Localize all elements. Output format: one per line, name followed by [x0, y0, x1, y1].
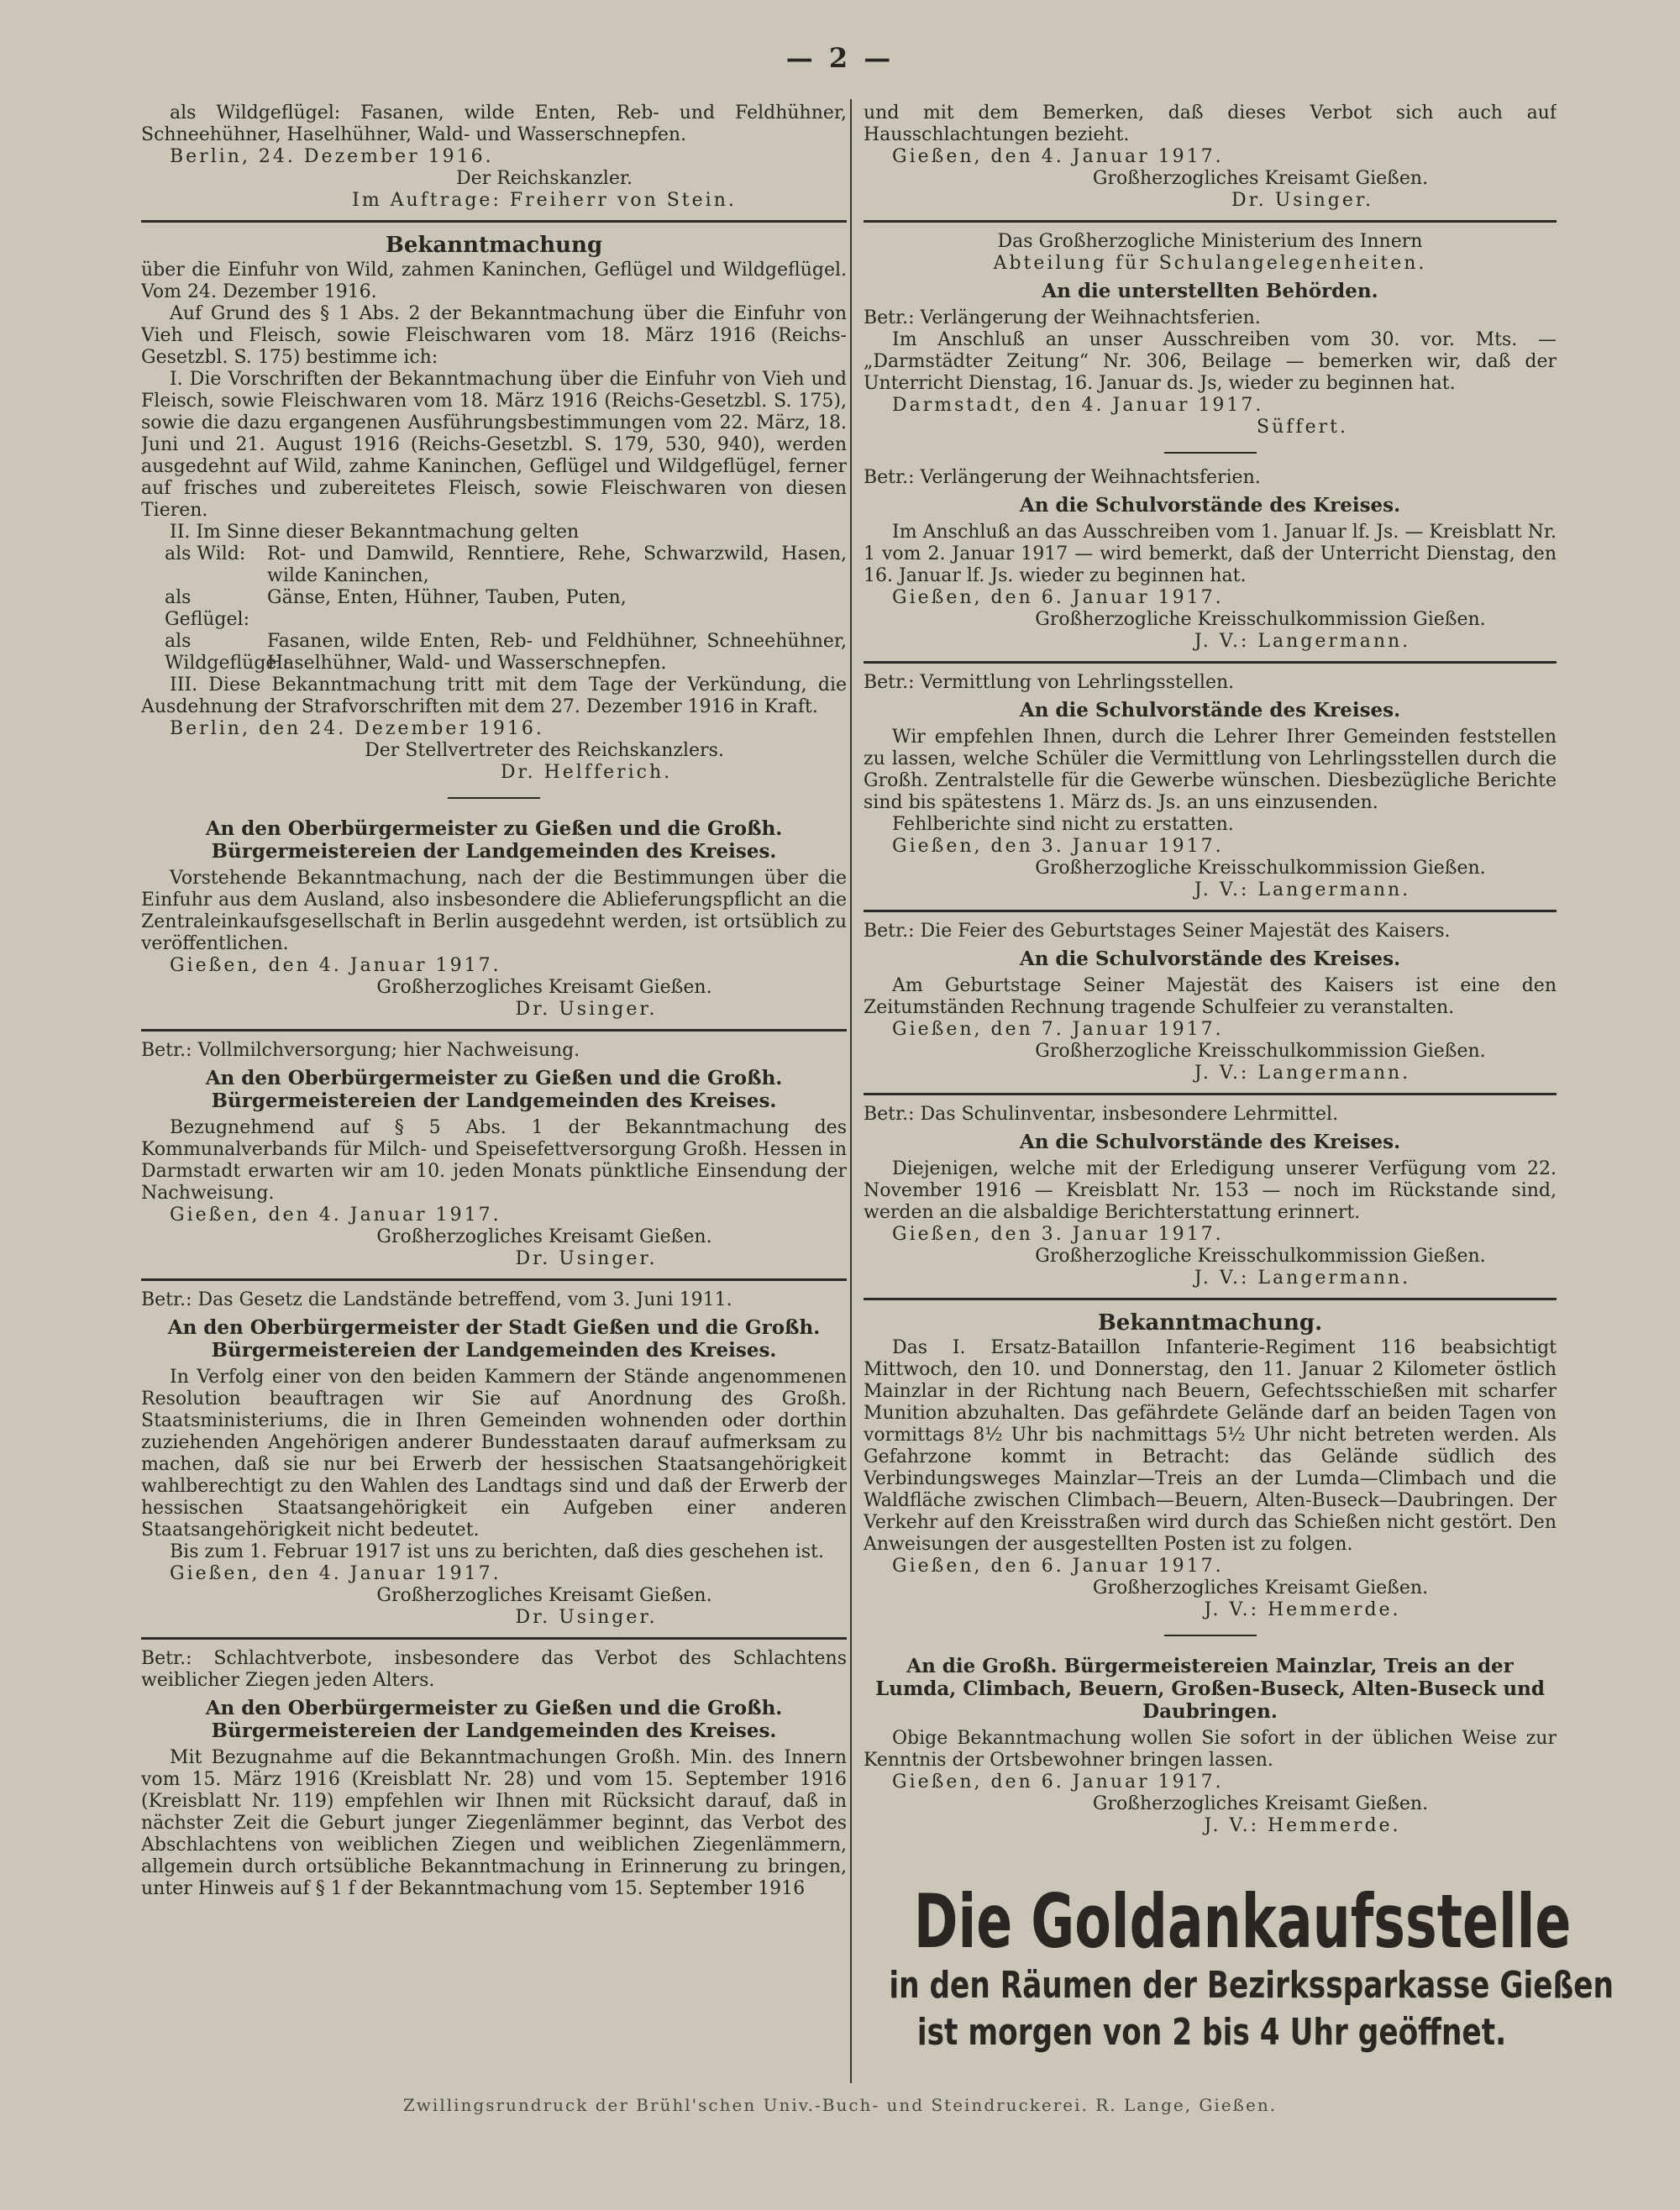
section-text: Im Anschluß an das Ausschreiben vom 1. Januar lf. Js. — Kreisblatt Nr. 1 vom 2. Januar 1917 — wird bemerkt, daß der Unterricht Dienstag, den 16. Januar lf. Js. wieder zu beginnen hat. — [864, 522, 1557, 586]
signature-office: Großherzogliches Kreisamt Gießen. — [376, 977, 712, 998]
section-divider — [141, 1637, 847, 1640]
left-column — [141, 99, 847, 2083]
section-address: An die Schulvorstände des Kreises. — [1019, 1131, 1401, 1153]
section-vollmilch — [141, 1037, 847, 1273]
section-schulinventar — [864, 1100, 1557, 1293]
section-divider — [864, 220, 1557, 223]
definition-row — [141, 543, 847, 587]
signature-office: Großherzogliches Kreisamt Gießen. — [376, 1585, 712, 1606]
section-address: An den Oberbürgermeister der Stadt Gießen und die Großh. Bürgermeistereien der Landgemeinden des Kreises. — [167, 1316, 821, 1362]
signature-office: Großherzogliches Kreisamt Gießen. — [376, 1226, 712, 1247]
printer-imprint: Zwillingsrundruck der Brühl'schen Univ.-Buch- und Steindruckerei. R. Lange, Gießen. — [402, 2095, 1278, 2115]
section-schlachtverbote-end — [864, 99, 1557, 215]
signature-name: J. V.: Langermann. — [1194, 879, 1411, 900]
section-text-2: Fehlberichte sind nicht zu erstatten. — [892, 814, 1234, 835]
section-text: Mit Bezugnahme auf die Bekanntmachungen Großh. Min. des Innern vom 15. März 1916 (Kreisblatt Nr. 28) und vom 15. September 1916 (Kreisblatt Nr. 119) empfehlen wir Ihnen mit Rücksicht darauf, daß in nächster Zeit die Geburt junger Ziegenlämmer beginnt, das Verbot des Abschlachtens von weiblichen Ziegen und weiblichen Ziegenlämmern, allgemein durch ortsübliche Bekanntmachung in Erinnerung zu bringen, unter Hinweis auf § 1 f der Bekanntmachung vom 15. September 1916 — [141, 1747, 847, 1899]
section-address: An die Großh. Bürgermeistereien Mainzlar, Treis an der Lumda, Climbach, Beuern, Großen-Buseck, Alten-Buseck und Daubringen. — [875, 1655, 1545, 1723]
section-kaisergeburtstag — [864, 917, 1557, 1088]
section-divider — [864, 1298, 1557, 1300]
section-text: und mit dem Bemerken, daß dieses Verbot sich auch auf Hausschlachtungen bezieht. — [864, 102, 1557, 145]
short-divider — [448, 797, 540, 799]
section-address: An die Schulvorstände des Kreises. — [1019, 948, 1401, 970]
definition-term: als Geflügel: — [165, 587, 249, 630]
section-date: Berlin, 24. Dezember 1916. — [170, 146, 494, 167]
section-ministerium — [864, 228, 1557, 442]
section-date: Gießen, den 6. Januar 1917. — [892, 587, 1224, 608]
definition-term: als Wildgeflügel: — [165, 631, 289, 674]
section-subject: Betr.: Vermittlung von Lehrlingsstellen. — [864, 672, 1235, 693]
paragraph-2: II. Im Sinne dieser Bekanntmachung gelten — [170, 522, 580, 543]
section-date: Gießen, den 6. Januar 1917. — [892, 1772, 1224, 1793]
section-text: Wir empfehlen Ihnen, durch die Lehrer Ihrer Gemeinden feststellen zu lassen, welche Schüler die Vermittlung von Lehrlingsstellen durch die Großh. Zentralstelle für die Gewerbe wünschen. Diesbezügliche Berichte sind bis spätestens 1. März ds. Js. an uns einzusenden. — [864, 727, 1557, 813]
section-subject: Betr.: Verlängerung der Weihnachtsferien. — [864, 307, 1261, 328]
section-subject: Betr.: Schlachtverbote, insbesondere das Verbot des Schlachtens weiblicher Ziegen jeden Alters. — [141, 1648, 847, 1691]
section-divider — [141, 1029, 847, 1032]
signature-office: Großherzogliche Kreisschulkommission Gießen. — [1035, 1246, 1486, 1267]
section-head-2: Abteilung für Schulangelegenheiten. — [993, 253, 1427, 274]
signature-name: J. V.: Langermann. — [1194, 1268, 1411, 1289]
advert-headline: Die Goldankaufsstelle — [913, 1878, 1572, 1965]
section-divider — [864, 661, 1557, 664]
section-divider — [141, 220, 847, 223]
section-schiessuebung — [864, 1305, 1557, 1625]
section-text-2: Bis zum 1. Februar 1917 ist uns zu berichten, daß dies geschehen ist. — [170, 1541, 824, 1562]
section-date: Gießen, den 4. Januar 1917. — [170, 1563, 501, 1584]
section-address: An die unterstellten Behörden. — [1042, 280, 1378, 302]
signature-office: Der Reichskanzler. — [456, 168, 633, 189]
section-title: Bekanntmachung. — [1097, 1310, 1323, 1336]
advert-line-2: in den Räumen der Bezirkssparkasse Gießen — [889, 1964, 1614, 2007]
right-column — [864, 99, 1557, 1880]
section-einfuhr-bekanntmachung — [141, 228, 847, 787]
section-date: Gießen, den 4. Januar 1917. — [892, 146, 1224, 167]
signature-name: J. V.: Hemmerde. — [1204, 1599, 1401, 1620]
signature-name: Dr. Usinger. — [515, 999, 658, 1020]
section-text: Diejenigen, welche mit der Erledigung unserer Verfügung vom 22. November 1916 — Kreisblatt Nr. 153 — noch im Rückstande sind, werden an die alsbaldige Berichterstattung erinnert. — [864, 1158, 1557, 1223]
signature-name: J. V.: Hemmerde. — [1204, 1815, 1401, 1836]
signature-office: Großherzogliches Kreisamt Gießen. — [1092, 1793, 1429, 1814]
section-address: An den Oberbürgermeister zu Gießen und die Großh. Bürgermeistereien der Landgemeinden des Kreises. — [205, 1697, 783, 1742]
section-text: Im Anschluß an unser Ausschreiben vom 30. vor. Mts. — „Darmstädter Zeitung“ Nr. 306, Beilage — bemerken wir, daß der Unterricht Dienstag, 16. Januar ds. Js, wieder zu beginnen hat. — [864, 329, 1557, 394]
section-subject: Betr.: Das Schulinventar, insbesondere Lehrmittel. — [864, 1104, 1339, 1125]
section-subject: Betr.: Das Gesetz die Landstände betreffend, vom 3. Juni 1911. — [141, 1289, 732, 1310]
short-divider — [1164, 452, 1257, 454]
definition-row — [141, 631, 847, 675]
signature-name: Im Auftrage: Freiherr von Stein. — [352, 190, 737, 211]
definition-term: als Wild: — [165, 543, 246, 564]
column-divider — [850, 99, 852, 2083]
section-head: Das Großherzogliche Ministerium des Innern — [997, 231, 1423, 252]
section-weihnachtsferien — [864, 464, 1557, 656]
definition-value: Gänse, Enten, Hühner, Tauben, Puten, — [267, 587, 627, 608]
section-address: An die Schulvorstände des Kreises. — [1019, 494, 1401, 517]
definition-value: Fasanen, wilde Enten, Reb- und Feldhühner, Schneehühner, Haselhühner, Wald- und Wasserschnepfen. — [267, 631, 847, 674]
section-address: An den Oberbürgermeister zu Gießen und die Großh. Bürgermeistereien der Landgemeinden des Kreises. — [205, 817, 783, 863]
signature-name: Süffert. — [1257, 417, 1348, 438]
section-date: Gießen, den 3. Januar 1917. — [892, 836, 1224, 857]
signature-office: Großherzogliche Kreisschulkommission Gießen. — [1035, 609, 1486, 630]
page-number: — 2 — — [785, 42, 895, 74]
section-schlachtverbote — [141, 1645, 847, 1903]
paragraph-1: I. Die Vorschriften der Bekanntmachung über die Einfuhr von Vieh und Fleisch, sowie Fleischwaren vom 18. März 1916 (Reichs-Gesetzbl. S. 175), sowie die dazu ergangenen Ausführungsbestimmungen vom 22. März, 18. Juni und 21. August 1916 (Reichs-Gesetzbl. S. 179, 530, 940), werden ausgedehnt auf Wild, zahme Kaninchen, Geflügel und Wildgeflügel, ferner auf frisches und zubereitetes Fleisch, sowie Fleischwaren von diesen Tieren. — [141, 369, 847, 521]
section-date: Gießen, den 3. Januar 1917. — [892, 1224, 1224, 1245]
section-subject: Betr.: Die Feier des Geburtstages Seiner Majestät des Kaisers. — [864, 921, 1451, 942]
section-date: Gießen, den 4. Januar 1917. — [170, 955, 501, 976]
section-landstaende — [141, 1286, 847, 1632]
section-date: Gießen, den 6. Januar 1917. — [892, 1556, 1224, 1577]
section-divider — [864, 1093, 1557, 1095]
section-buergermeistereien — [864, 1646, 1557, 1840]
section-title: Bekanntmachung — [385, 233, 603, 258]
definition-value: Rot- und Damwild, Renntiere, Rehe, Schwarzwild, Hasen, wilde Kaninchen, — [267, 543, 847, 586]
section-veroeffentlichung — [141, 809, 847, 1024]
section-text: Bezugnehmend auf § 5 Abs. 1 der Bekanntmachung des Kommunalverbands für Milch- und Speisefettversorgung Großh. Hessen in Darmstadt erwarten wir am 10. jeden Monats pünktliche Einsendung der Nachweisung. — [141, 1117, 847, 1204]
section-subtitle: über die Einfuhr von Wild, zahmen Kaninchen, Geflügel und Wildgeflügel. Vom 24. Dezember 1916. — [141, 260, 847, 302]
section-subject: Betr.: Verlängerung der Weihnachtsferien. — [864, 467, 1261, 488]
section-date: Gießen, den 7. Januar 1917. — [892, 1019, 1224, 1040]
section-subject: Betr.: Vollmilchversorgung; hier Nachweisung. — [141, 1040, 580, 1061]
signature-name: Dr. Usinger. — [515, 1607, 658, 1628]
section-date: Darmstadt, den 4. Januar 1917. — [892, 395, 1264, 416]
section-intro: Auf Grund des § 1 Abs. 2 der Bekanntmachung über die Einfuhr von Vieh und Fleisch, sowie Fleischwaren vom 18. März 1916 (Reichs-Gesetzbl. S. 175) bestimme ich: — [141, 303, 847, 368]
goldankauf-advertisement — [865, 1878, 1614, 2056]
section-address: An die Schulvorstände des Kreises. — [1019, 699, 1401, 722]
signature-office: Der Stellvertreter des Reichskanzlers. — [365, 740, 724, 761]
signature-name: J. V.: Langermann. — [1194, 1063, 1411, 1084]
signature-office: Großherzogliche Kreisschulkommission Gießen. — [1035, 1041, 1486, 1062]
section-divider — [864, 910, 1557, 912]
section-text: Vorstehende Bekanntmachung, nach der die Bestimmungen über die Einfuhr aus dem Ausland, also insbesondere die Ablieferungspflicht an die Zentraleinkaufsgesellschaft in Berlin ausgedehnt werden, ist ortsüblich zu veröffentlichen. — [141, 868, 847, 954]
section-text: Am Geburtstage Seiner Majestät des Kaisers ist eine den Zeitumständen Rechnung tragende Schulfeier zu veranstalten. — [864, 975, 1557, 1018]
signature-office: Großherzogliche Kreisschulkommission Gießen. — [1035, 858, 1486, 879]
signature-office: Großherzogliches Kreisamt Gießen. — [1092, 168, 1429, 189]
short-divider — [1164, 1635, 1257, 1636]
signature-name: Dr. Helfferich. — [500, 762, 673, 783]
section-text: Das I. Ersatz-Bataillon Infanterie-Regiment 116 beabsichtigt Mittwoch, den 10. und Donnerstag, den 11. Januar 2 Kilometer östlich Mainzlar in der Richtung nach Beuern, Gefechtsschießen mit scharfer Munition abzuhalten. Das gefährdete Gelände darf an beiden Tagen von vormittags 8½ Uhr bis nachmittags 5½ Uhr nicht betreten werden. Als Gefahrzone kommt in Betracht: das Gelände südlich des Verbindungsweges Mainzlar—Treis an der Lumda—Climbach und die Waldfläche zwischen Climbach—Beuern, Alten-Buseck—Daubringen. Der Verkehr auf den Kreisstraßen wird durch das Schießen nicht gestört. Den Anweisungen der ausgestellten Posten ist zu folgen. — [864, 1337, 1557, 1555]
signature-name: Dr. Usinger. — [515, 1248, 658, 1269]
section-wildgefluegel-end — [141, 99, 847, 215]
paragraph-3: III. Diese Bekanntmachung tritt mit dem Tage der Verkündung, die Ausdehnung der Strafvorschriften mit dem 27. Dezember 1916 in Kraft. — [141, 675, 847, 717]
section-divider — [141, 1278, 847, 1281]
section-text: als Wildgeflügel: Fasanen, wilde Enten, Reb- und Feldhühner, Schneehühner, Haselhühner, Wald- und Wasserschnepfen. — [141, 102, 847, 145]
signature-name: Dr. Usinger. — [1231, 190, 1373, 211]
section-lehrlingsstellen — [864, 669, 1557, 905]
advert-line-3: ist morgen von 2 bis 4 Uhr geöffnet. — [916, 2011, 1507, 2054]
section-address: An den Oberbürgermeister zu Gießen und die Großh. Bürgermeistereien der Landgemeinden des Kreises. — [205, 1067, 783, 1112]
signature-office: Großherzogliches Kreisamt Gießen. — [1092, 1577, 1429, 1598]
section-date: Gießen, den 4. Januar 1917. — [170, 1205, 501, 1226]
section-text: Obige Bekanntmachung wollen Sie sofort in der üblichen Weise zur Kenntnis der Ortsbewohner bringen lassen. — [864, 1728, 1557, 1771]
signature-name: J. V.: Langermann. — [1194, 631, 1411, 652]
definition-row — [141, 587, 847, 631]
section-text: In Verfolg einer von den beiden Kammern der Stände angenommenen Resolution beauftragen wir Sie auf Anordnung des Großh. Staatsministeriums, die in Ihren Gemeinden wohnenden oder dorthin zuziehenden Angehörigen anderer Bundesstaaten darauf aufmerksam zu machen, daß sie nur bei Erwerb der hessischen Staatsangehörigkeit wahlberechtigt zu den Wahlen des Landtags sind und daß der Erwerb der hessischen Staatsangehörigkeit ein Aufgeben einer anderen Staatsangehörigkeit nicht bedeutet. — [141, 1367, 847, 1541]
section-date: Berlin, den 24. Dezember 1916. — [170, 718, 544, 739]
